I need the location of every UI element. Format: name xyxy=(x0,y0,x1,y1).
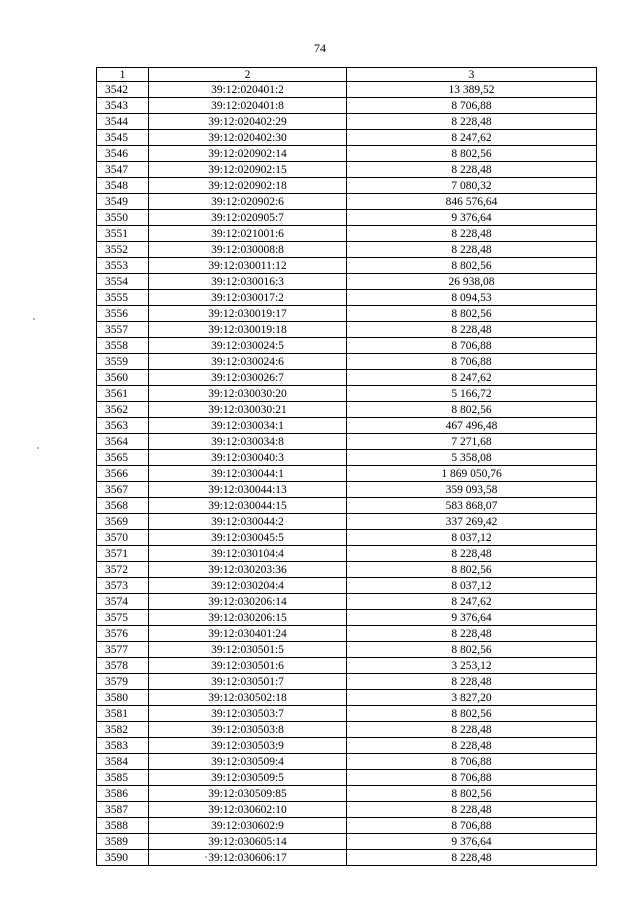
cadastral-value: 8 228,48 xyxy=(347,738,597,754)
table-row xyxy=(97,194,597,210)
table-row xyxy=(97,642,597,658)
row-number: 3562 xyxy=(97,402,149,418)
table-row xyxy=(97,610,597,626)
row-number: 3548 xyxy=(97,178,149,194)
cadastral-number: 39:12:030503:7 xyxy=(149,706,347,722)
table-row xyxy=(97,354,597,370)
cadastral-value: 1 869 050,76 xyxy=(347,466,597,482)
cadastral-value: 8 802,56 xyxy=(347,402,597,418)
cadastral-value: 5 166,72 xyxy=(347,386,597,402)
cadastral-value: 8 706,88 xyxy=(347,754,597,770)
row-number: 3557 xyxy=(97,322,149,338)
cadastral-value: 337 269,42 xyxy=(347,514,597,530)
table-row xyxy=(97,146,597,162)
cadastral-number: 39:12:030204:4 xyxy=(149,578,347,594)
table-row xyxy=(97,754,597,770)
cadastral-value: 8 228,48 xyxy=(347,546,597,562)
scan-speck xyxy=(33,318,35,320)
cadastral-value: 359 093,58 xyxy=(347,482,597,498)
cadastral-number: 39:12:020902:15 xyxy=(149,162,347,178)
cadastral-value: 8 228,48 xyxy=(347,626,597,642)
row-number: 3542 xyxy=(97,82,149,98)
table-row xyxy=(97,722,597,738)
cadastral-number: 39:12:030605:14 xyxy=(149,834,347,850)
cadastral-number: 39:12:030203:36 xyxy=(149,562,347,578)
cadastral-number: 39:12:030602:10 xyxy=(149,802,347,818)
cadastral-value: 8 802,56 xyxy=(347,706,597,722)
row-number: 3560 xyxy=(97,370,149,386)
cadastral-value: 8 094,53 xyxy=(347,290,597,306)
cadastral-number: 39:12:030011:12 xyxy=(149,258,347,274)
cadastral-value: 8 706,88 xyxy=(347,818,597,834)
cadastral-value: 7 080,32 xyxy=(347,178,597,194)
table-row xyxy=(97,690,597,706)
table-row xyxy=(97,210,597,226)
cadastral-number: 39:12:030034:1 xyxy=(149,418,347,434)
table-row xyxy=(97,338,597,354)
cadastral-number: 39:12:030044:2 xyxy=(149,514,347,530)
cadastral-value: 8 247,62 xyxy=(347,594,597,610)
table-row xyxy=(97,818,597,834)
table-row xyxy=(97,402,597,418)
row-number: 3546 xyxy=(97,146,149,162)
table-row xyxy=(97,706,597,722)
table-row xyxy=(97,418,597,434)
column-header-2: 2 xyxy=(149,68,347,82)
cadastral-number: 39:12:030026:7 xyxy=(149,370,347,386)
cadastral-value: 13 389,52 xyxy=(347,82,597,98)
table-row xyxy=(97,802,597,818)
cadastral-value: 467 496,48 xyxy=(347,418,597,434)
table-row xyxy=(97,562,597,578)
table-body xyxy=(97,82,597,866)
table-row xyxy=(97,482,597,498)
row-number: 3559 xyxy=(97,354,149,370)
cadastral-number: 39:12:030501:7 xyxy=(149,674,347,690)
row-number: 3551 xyxy=(97,226,149,242)
cadastral-value: 3 827,20 xyxy=(347,690,597,706)
cadastral-number: 39:12:020401:8 xyxy=(149,98,347,114)
row-number: 3589 xyxy=(97,834,149,850)
row-number: 3575 xyxy=(97,610,149,626)
cadastral-value: 8 802,56 xyxy=(347,642,597,658)
cadastral-value: 26 938,08 xyxy=(347,274,597,290)
row-number: 3579 xyxy=(97,674,149,690)
row-number: 3576 xyxy=(97,626,149,642)
cadastral-number: 39:12:030016:3 xyxy=(149,274,347,290)
cadastral-value: 8 802,56 xyxy=(347,306,597,322)
row-number: 3581 xyxy=(97,706,149,722)
cadastral-number: 39:12:030024:5 xyxy=(149,338,347,354)
cadastral-number: 39:12:030019:18 xyxy=(149,322,347,338)
cadastral-number: 39:12:030044:1 xyxy=(149,466,347,482)
cadastral-value: 846 576,64 xyxy=(347,194,597,210)
cadastral-number: 39:12:030206:15 xyxy=(149,610,347,626)
row-number: 3550 xyxy=(97,210,149,226)
row-number: 3582 xyxy=(97,722,149,738)
table-row xyxy=(97,322,597,338)
row-number: 3553 xyxy=(97,258,149,274)
table-row xyxy=(97,738,597,754)
cadastral-value-table xyxy=(96,67,597,866)
cadastral-number: 39:12:020905:7 xyxy=(149,210,347,226)
cadastral-number: 39:12:020402:29 xyxy=(149,114,347,130)
page-number: 74 xyxy=(314,41,326,55)
row-number: 3563 xyxy=(97,418,149,434)
table-row xyxy=(97,162,597,178)
table-header xyxy=(97,68,597,82)
cadastral-value: 8 228,48 xyxy=(347,114,597,130)
row-number: 3555 xyxy=(97,290,149,306)
row-number: 3556 xyxy=(97,306,149,322)
table-row xyxy=(97,674,597,690)
cadastral-value: 3 253,12 xyxy=(347,658,597,674)
table-row xyxy=(97,130,597,146)
table-row xyxy=(97,450,597,466)
cadastral-value: 9 376,64 xyxy=(347,210,597,226)
cadastral-number: 39:12:020401:2 xyxy=(149,82,347,98)
row-number: 3572 xyxy=(97,562,149,578)
row-number: 3564 xyxy=(97,434,149,450)
row-number: 3587 xyxy=(97,802,149,818)
cadastral-number: 39:12:030034:8 xyxy=(149,434,347,450)
cadastral-number: 39:12:030602:9 xyxy=(149,818,347,834)
cadastral-value: 8 802,56 xyxy=(347,146,597,162)
row-number: 3583 xyxy=(97,738,149,754)
column-header-3: 3 xyxy=(347,68,597,82)
cadastral-value: 8 228,48 xyxy=(347,226,597,242)
cadastral-value: 8 228,48 xyxy=(347,162,597,178)
cadastral-number: 39:12:030509:85 xyxy=(149,786,347,802)
row-number: 3554 xyxy=(97,274,149,290)
header-row xyxy=(97,68,597,82)
table-row xyxy=(97,850,597,866)
row-number: 3580 xyxy=(97,690,149,706)
cadastral-number: 39:12:030503:8 xyxy=(149,722,347,738)
row-number: 3577 xyxy=(97,642,149,658)
table-row xyxy=(97,466,597,482)
cadastral-number: 39:12:020902:18 xyxy=(149,178,347,194)
cadastral-value: 8 802,56 xyxy=(347,258,597,274)
cadastral-number: 39:12:030104:4 xyxy=(149,546,347,562)
cadastral-number: 39:12:030401:24 xyxy=(149,626,347,642)
cadastral-number: 39:12:030606:17 xyxy=(149,850,347,866)
row-number: 3585 xyxy=(97,770,149,786)
table-row xyxy=(97,290,597,306)
cadastral-number: 39:12:030024:6 xyxy=(149,354,347,370)
table-row xyxy=(97,834,597,850)
row-number: 3574 xyxy=(97,594,149,610)
row-number: 3571 xyxy=(97,546,149,562)
table-row xyxy=(97,226,597,242)
table-row xyxy=(97,530,597,546)
row-number: 3549 xyxy=(97,194,149,210)
cadastral-number: 39:12:020902:6 xyxy=(149,194,347,210)
cadastral-value: 8 228,48 xyxy=(347,242,597,258)
cadastral-number: 39:12:030019:17 xyxy=(149,306,347,322)
cadastral-value: 5 358,08 xyxy=(347,450,597,466)
cadastral-number: 39:12:030501:5 xyxy=(149,642,347,658)
row-number: 3584 xyxy=(97,754,149,770)
table-row xyxy=(97,594,597,610)
table-row xyxy=(97,514,597,530)
row-number: 3568 xyxy=(97,498,149,514)
row-number: 3561 xyxy=(97,386,149,402)
cadastral-value: 7 271,68 xyxy=(347,434,597,450)
table-row xyxy=(97,546,597,562)
cadastral-number: 39:12:020402:30 xyxy=(149,130,347,146)
column-header-1: 1 xyxy=(97,68,149,82)
cadastral-value: 9 376,64 xyxy=(347,834,597,850)
table-row xyxy=(97,274,597,290)
row-number: 3558 xyxy=(97,338,149,354)
row-number: 3544 xyxy=(97,114,149,130)
cadastral-number: 39:12:030509:4 xyxy=(149,754,347,770)
table-row xyxy=(97,658,597,674)
table-row xyxy=(97,626,597,642)
row-number: 3547 xyxy=(97,162,149,178)
table-row xyxy=(97,770,597,786)
cadastral-value: 8 228,48 xyxy=(347,722,597,738)
cadastral-value: 8 037,12 xyxy=(347,530,597,546)
table-row xyxy=(97,258,597,274)
cadastral-value: 583 868,07 xyxy=(347,498,597,514)
cadastral-value: 8 802,56 xyxy=(347,786,597,802)
scan-speck xyxy=(205,856,207,858)
row-number: 3543 xyxy=(97,98,149,114)
row-number: 3545 xyxy=(97,130,149,146)
cadastral-number: 39:12:030206:14 xyxy=(149,594,347,610)
cadastral-value: 8 037,12 xyxy=(347,578,597,594)
table-row xyxy=(97,178,597,194)
table-row xyxy=(97,786,597,802)
cadastral-number: 39:12:030017:2 xyxy=(149,290,347,306)
row-number: 3590 xyxy=(97,850,149,866)
cadastral-number: 39:12:030040:3 xyxy=(149,450,347,466)
cadastral-number: 39:12:030030:20 xyxy=(149,386,347,402)
cadastral-number: 39:12:030501:6 xyxy=(149,658,347,674)
row-number: 3566 xyxy=(97,466,149,482)
row-number: 3565 xyxy=(97,450,149,466)
cadastral-number: 39:12:030044:15 xyxy=(149,498,347,514)
cadastral-value: 8 247,62 xyxy=(347,130,597,146)
row-number: 3578 xyxy=(97,658,149,674)
table-row xyxy=(97,386,597,402)
row-number: 3570 xyxy=(97,530,149,546)
cadastral-value: 8 228,48 xyxy=(347,674,597,690)
table-row xyxy=(97,306,597,322)
table-row xyxy=(97,434,597,450)
cadastral-number: 39:12:030045:5 xyxy=(149,530,347,546)
row-number: 3586 xyxy=(97,786,149,802)
cadastral-number: 39:12:030030:21 xyxy=(149,402,347,418)
cadastral-number: 39:12:030503:9 xyxy=(149,738,347,754)
cadastral-value: 8 706,88 xyxy=(347,98,597,114)
cadastral-value: 8 228,48 xyxy=(347,850,597,866)
row-number: 3569 xyxy=(97,514,149,530)
table-row xyxy=(97,82,597,98)
cadastral-value: 8 228,48 xyxy=(347,322,597,338)
table-row xyxy=(97,98,597,114)
cadastral-value: 8 706,88 xyxy=(347,770,597,786)
cadastral-number: 39:12:030008:8 xyxy=(149,242,347,258)
cadastral-number: 39:12:020902:14 xyxy=(149,146,347,162)
cadastral-value: 8 706,88 xyxy=(347,338,597,354)
cadastral-number: 39:12:030509:5 xyxy=(149,770,347,786)
cadastral-value: 8 802,56 xyxy=(347,562,597,578)
row-number: 3567 xyxy=(97,482,149,498)
cadastral-number: 39:12:021001:6 xyxy=(149,226,347,242)
row-number: 3573 xyxy=(97,578,149,594)
cadastral-value: 9 376,64 xyxy=(347,610,597,626)
cadastral-value: 8 247,62 xyxy=(347,370,597,386)
row-number: 3588 xyxy=(97,818,149,834)
cadastral-number: 39:12:030502:18 xyxy=(149,690,347,706)
table-row xyxy=(97,242,597,258)
row-number: 3552 xyxy=(97,242,149,258)
table-row xyxy=(97,114,597,130)
cadastral-value: 8 706,88 xyxy=(347,354,597,370)
table-row xyxy=(97,578,597,594)
scan-speck xyxy=(37,447,39,449)
table-row xyxy=(97,370,597,386)
cadastral-value: 8 228,48 xyxy=(347,802,597,818)
table-row xyxy=(97,498,597,514)
cadastral-number: 39:12:030044:13 xyxy=(149,482,347,498)
